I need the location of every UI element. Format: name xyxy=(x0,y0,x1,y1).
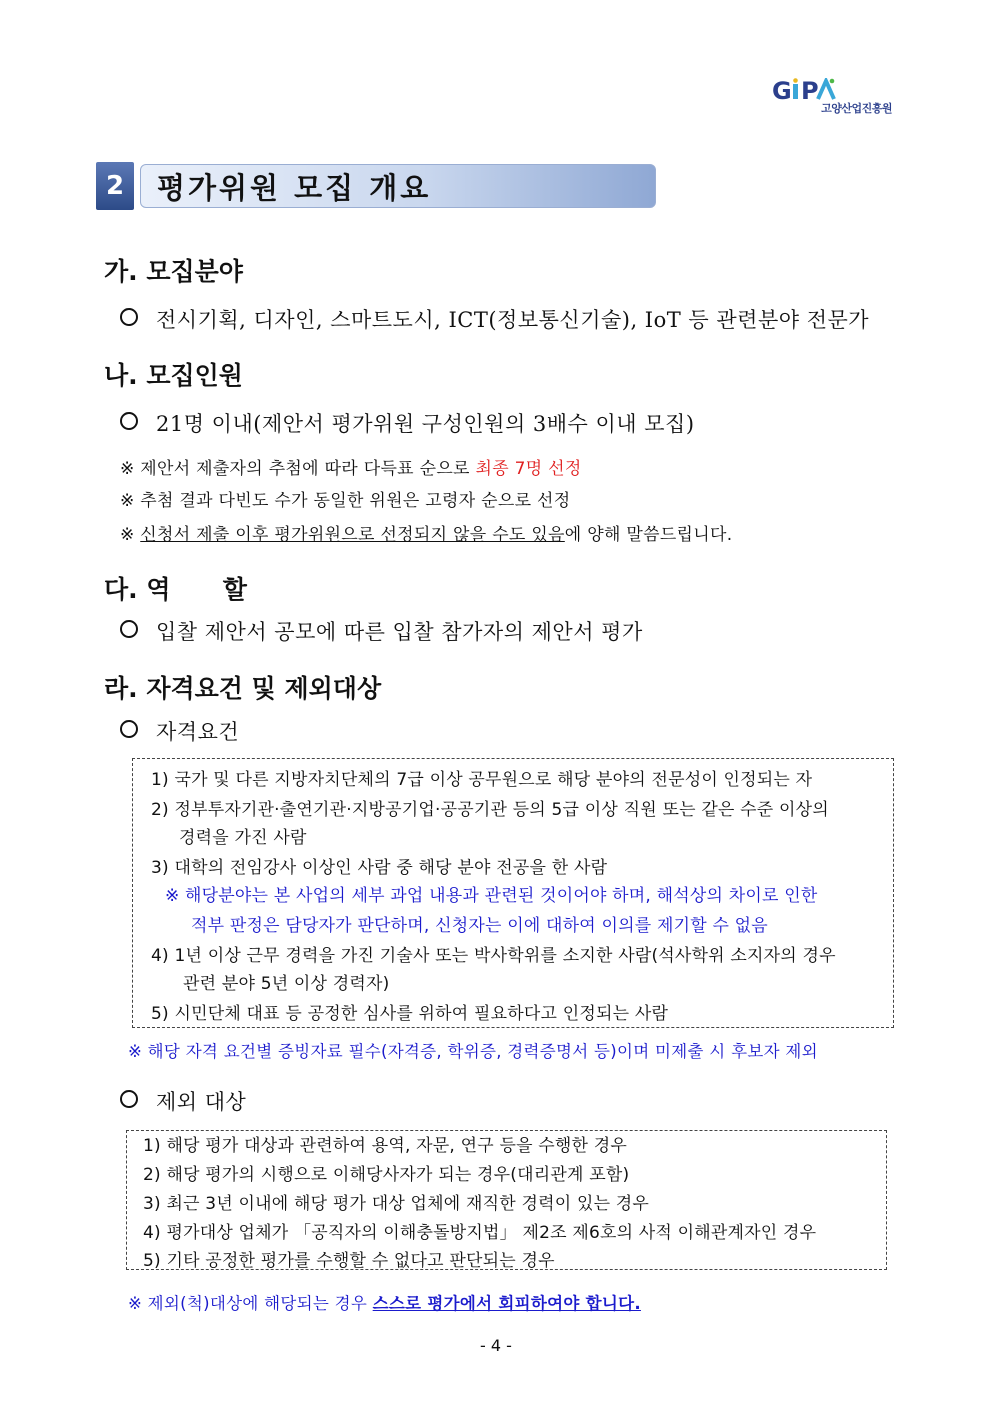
excl-item: 1) 해당 평가 대상과 관련하여 용역, 자문, 연구 등을 수행한 경우 xyxy=(143,1136,628,1156)
excl-item: 5) 기타 공정한 평가를 수행할 수 없다고 판단되는 경우 xyxy=(143,1251,555,1271)
gipa-logo xyxy=(772,78,892,118)
qualification-box xyxy=(132,758,894,1028)
heading-ra: 라. 자격요건 및 제외대상 xyxy=(104,674,382,703)
excl-item: 2) 해당 평가의 시행으로 이해당사자가 되는 경우(대리관계 포함) xyxy=(143,1165,630,1185)
qual-item: 5) 시민단체 대표 등 공정한 심사를 위하여 필요하다고 인정되는 사람 xyxy=(151,1004,669,1024)
section-title: 평가위원 모집 개요 xyxy=(140,164,656,208)
qual-note: 적부 판정은 담당자가 판단하며, 신청자는 이에 대하여 이의를 제기할 수 없음 xyxy=(191,916,768,936)
heading-ga: 가. 모집분야 xyxy=(104,257,243,286)
note-emphasis: 스스로 평가에서 회피하여야 합니다. xyxy=(372,1294,641,1313)
note-text: 에 양해 말씀드립니다. xyxy=(564,525,733,545)
excl-item: 3) 최근 3년 이내에 해당 평가 대상 업체에 재직한 경력이 있는 경우 xyxy=(143,1194,650,1214)
note-mark: ※ xyxy=(120,525,141,545)
qual-item: 3) 대학의 전임강사 이상인 사람 중 해당 분야 전공을 한 사람 xyxy=(151,858,608,878)
bullet-role xyxy=(120,616,643,646)
qual-note: ※ 해당분야는 본 사업의 세부 과업 내용과 관련된 것이어야 하며, 해석상의 차이로 인한 xyxy=(165,886,818,906)
note-tiebreak: ※ 추첨 결과 다빈도 수가 동일한 위원은 고령자 순으로 선정 xyxy=(120,491,571,511)
logo-subtitle: 고양산업진흥원 xyxy=(821,102,892,115)
gipa-logo-mark xyxy=(772,78,872,102)
qual-item: 관련 분야 5년 이상 경력자) xyxy=(183,974,390,994)
page-number: - 4 - xyxy=(480,1336,512,1355)
circle-bullet-icon xyxy=(120,1090,138,1108)
bullet-text: 자격요건 xyxy=(156,720,240,744)
qual-item: 2) 정부투자기관·출연기관·지방공기업·공공기관 등의 5급 이상 직원 또는 같은 수준 이상의 xyxy=(151,800,829,820)
qual-item: 경력을 가진 사람 xyxy=(179,828,307,848)
bullet-recruit-field xyxy=(120,304,869,334)
bullet-qualification xyxy=(120,716,239,746)
circle-bullet-icon xyxy=(120,620,138,638)
qual-item: 4) 1년 이상 근무 경력을 가진 기술사 또는 박사학위를 소지한 사람(석사학위 소지자의 경우 xyxy=(151,946,836,966)
bullet-exclusion xyxy=(120,1086,246,1116)
bullet-text: 21명 이내(제안서 평가위원 구성인원의 3배수 이내 모집) xyxy=(156,412,695,436)
svg-text:G: G xyxy=(772,78,792,102)
qual-item: 1) 국가 및 다른 지방자치단체의 7급 이상 공무원으로 해당 분야의 전문성이 인정되는 자 xyxy=(151,770,813,790)
note-text: ※ 제안서 제출자의 추첨에 따라 다득표 순으로 xyxy=(120,459,476,479)
excl-item: 4) 평가대상 업체가 「공직자의 이해충돌방지법」 제2조 제6호의 사적 이해관계자인 경우 xyxy=(143,1223,817,1243)
heading-na: 나. 모집인원 xyxy=(104,361,243,390)
circle-bullet-icon xyxy=(120,308,138,326)
exclusion-note xyxy=(128,1290,641,1314)
heading-da: 다. 역 할 xyxy=(104,575,247,604)
exclusion-box xyxy=(126,1130,887,1270)
bullet-text: 입찰 제안서 공모에 따른 입찰 참가자의 제안서 평가 xyxy=(156,620,643,644)
bullet-text: 전시기획, 디자인, 스마트도시, ICT(정보통신기술), IoT 등 관련분야 전문가 xyxy=(156,308,870,332)
note-selection xyxy=(120,454,582,479)
bullet-recruit-count xyxy=(120,408,695,438)
section-number: 2 xyxy=(96,162,134,210)
circle-bullet-icon xyxy=(120,720,138,738)
bullet-text: 제외 대상 xyxy=(156,1090,247,1114)
note-disclaimer xyxy=(120,520,732,545)
note-text: ※ 제외(척)대상에 해당되는 경우 xyxy=(128,1294,373,1313)
circle-bullet-icon xyxy=(120,412,138,430)
svg-text:P: P xyxy=(801,78,819,102)
section-header xyxy=(96,162,656,210)
note-highlight: 최종 7명 선정 xyxy=(475,459,582,479)
note-underline: 신청서 제출 이후 평가위원으로 선정되지 않을 수도 있음 xyxy=(140,525,565,545)
qual-evidence-note: ※ 해당 자격 요건별 증빙자료 필수(자격증, 학위증, 경력증명서 등)이며 미제출 시 후보자 제외 xyxy=(128,1042,818,1061)
